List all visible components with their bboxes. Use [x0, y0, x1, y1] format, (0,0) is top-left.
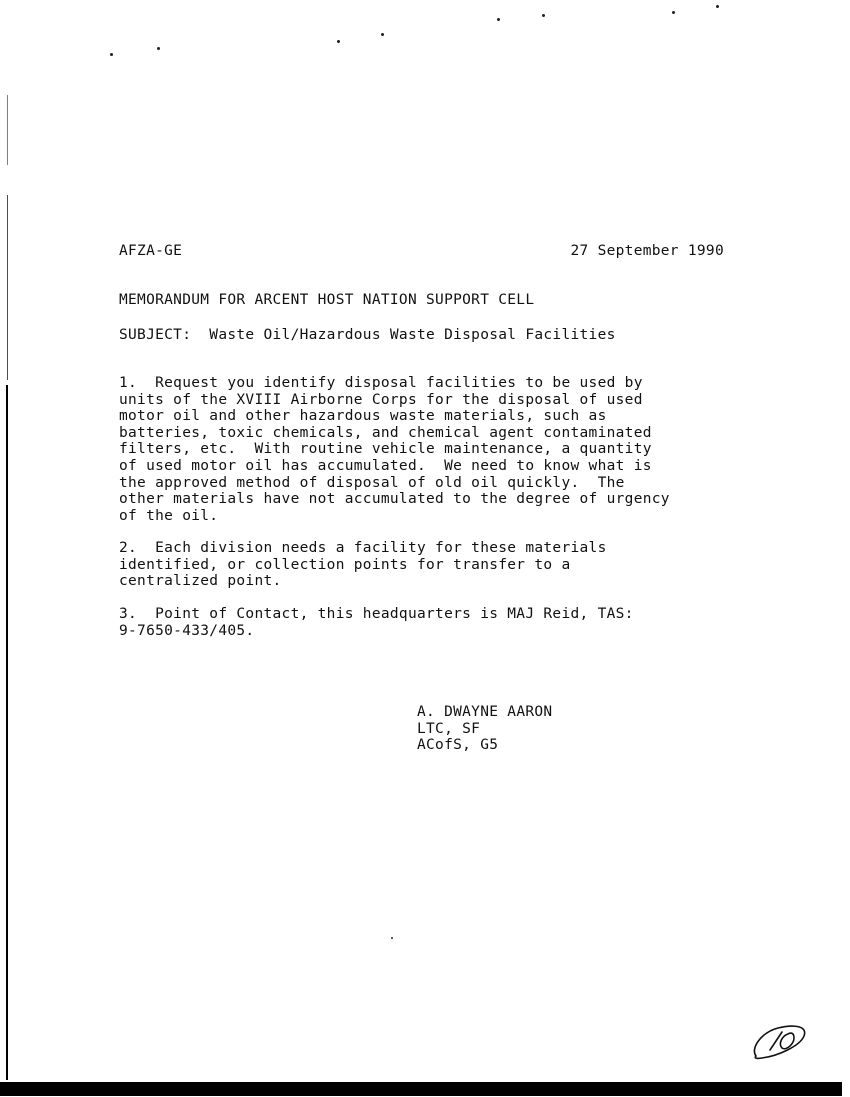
memo-date: 27 September 1990	[570, 243, 724, 259]
signature-block: A. DWAYNE AARON LTC, SF ACofS, G5	[417, 704, 553, 754]
scan-speck	[542, 14, 545, 17]
scan-speck	[497, 18, 500, 21]
scan-edge-mark	[6, 385, 8, 1080]
scan-bottom-border	[0, 1082, 842, 1096]
paragraph-1: 1. Request you identify disposal facilities to be used by units of the XVIII Airborne Corps for the disposal of used motor oil and other hazardous waste materials, such as batteries, toxic chemicals, and chemical agent contaminated filters, etc. With routine vehicle maintenance, a quantity of used motor oil has accumulated. We need to know what is the approved method of disposal of old oil quickly. The other materials have not accumulated to the degree of urgency of the oil.	[119, 375, 670, 524]
scan-speck	[157, 47, 160, 50]
paragraph-3: 3. Point of Contact, this headquarters is MAJ Reid, TAS: 9-7650-433/405.	[119, 606, 634, 639]
scan-speck	[337, 40, 340, 43]
subject-line: SUBJECT: Waste Oil/Hazardous Waste Disposal Facilities	[119, 327, 616, 343]
scan-speck	[110, 53, 113, 56]
scan-edge-mark	[7, 95, 8, 165]
paragraph-2: 2. Each division needs a facility for these materials identified, or collection points for transfer to a centralized point.	[119, 540, 607, 590]
office-symbol: AFZA-GE	[119, 243, 183, 259]
scan-speck	[716, 5, 719, 8]
memorandum-for-line: MEMORANDUM FOR ARCENT HOST NATION SUPPORT CELL	[119, 292, 535, 308]
handwritten-page-number-icon	[748, 1018, 812, 1066]
scan-edge-mark	[7, 195, 8, 380]
scan-speck	[672, 11, 675, 14]
scan-speck	[381, 33, 384, 36]
scan-speck	[391, 937, 393, 939]
